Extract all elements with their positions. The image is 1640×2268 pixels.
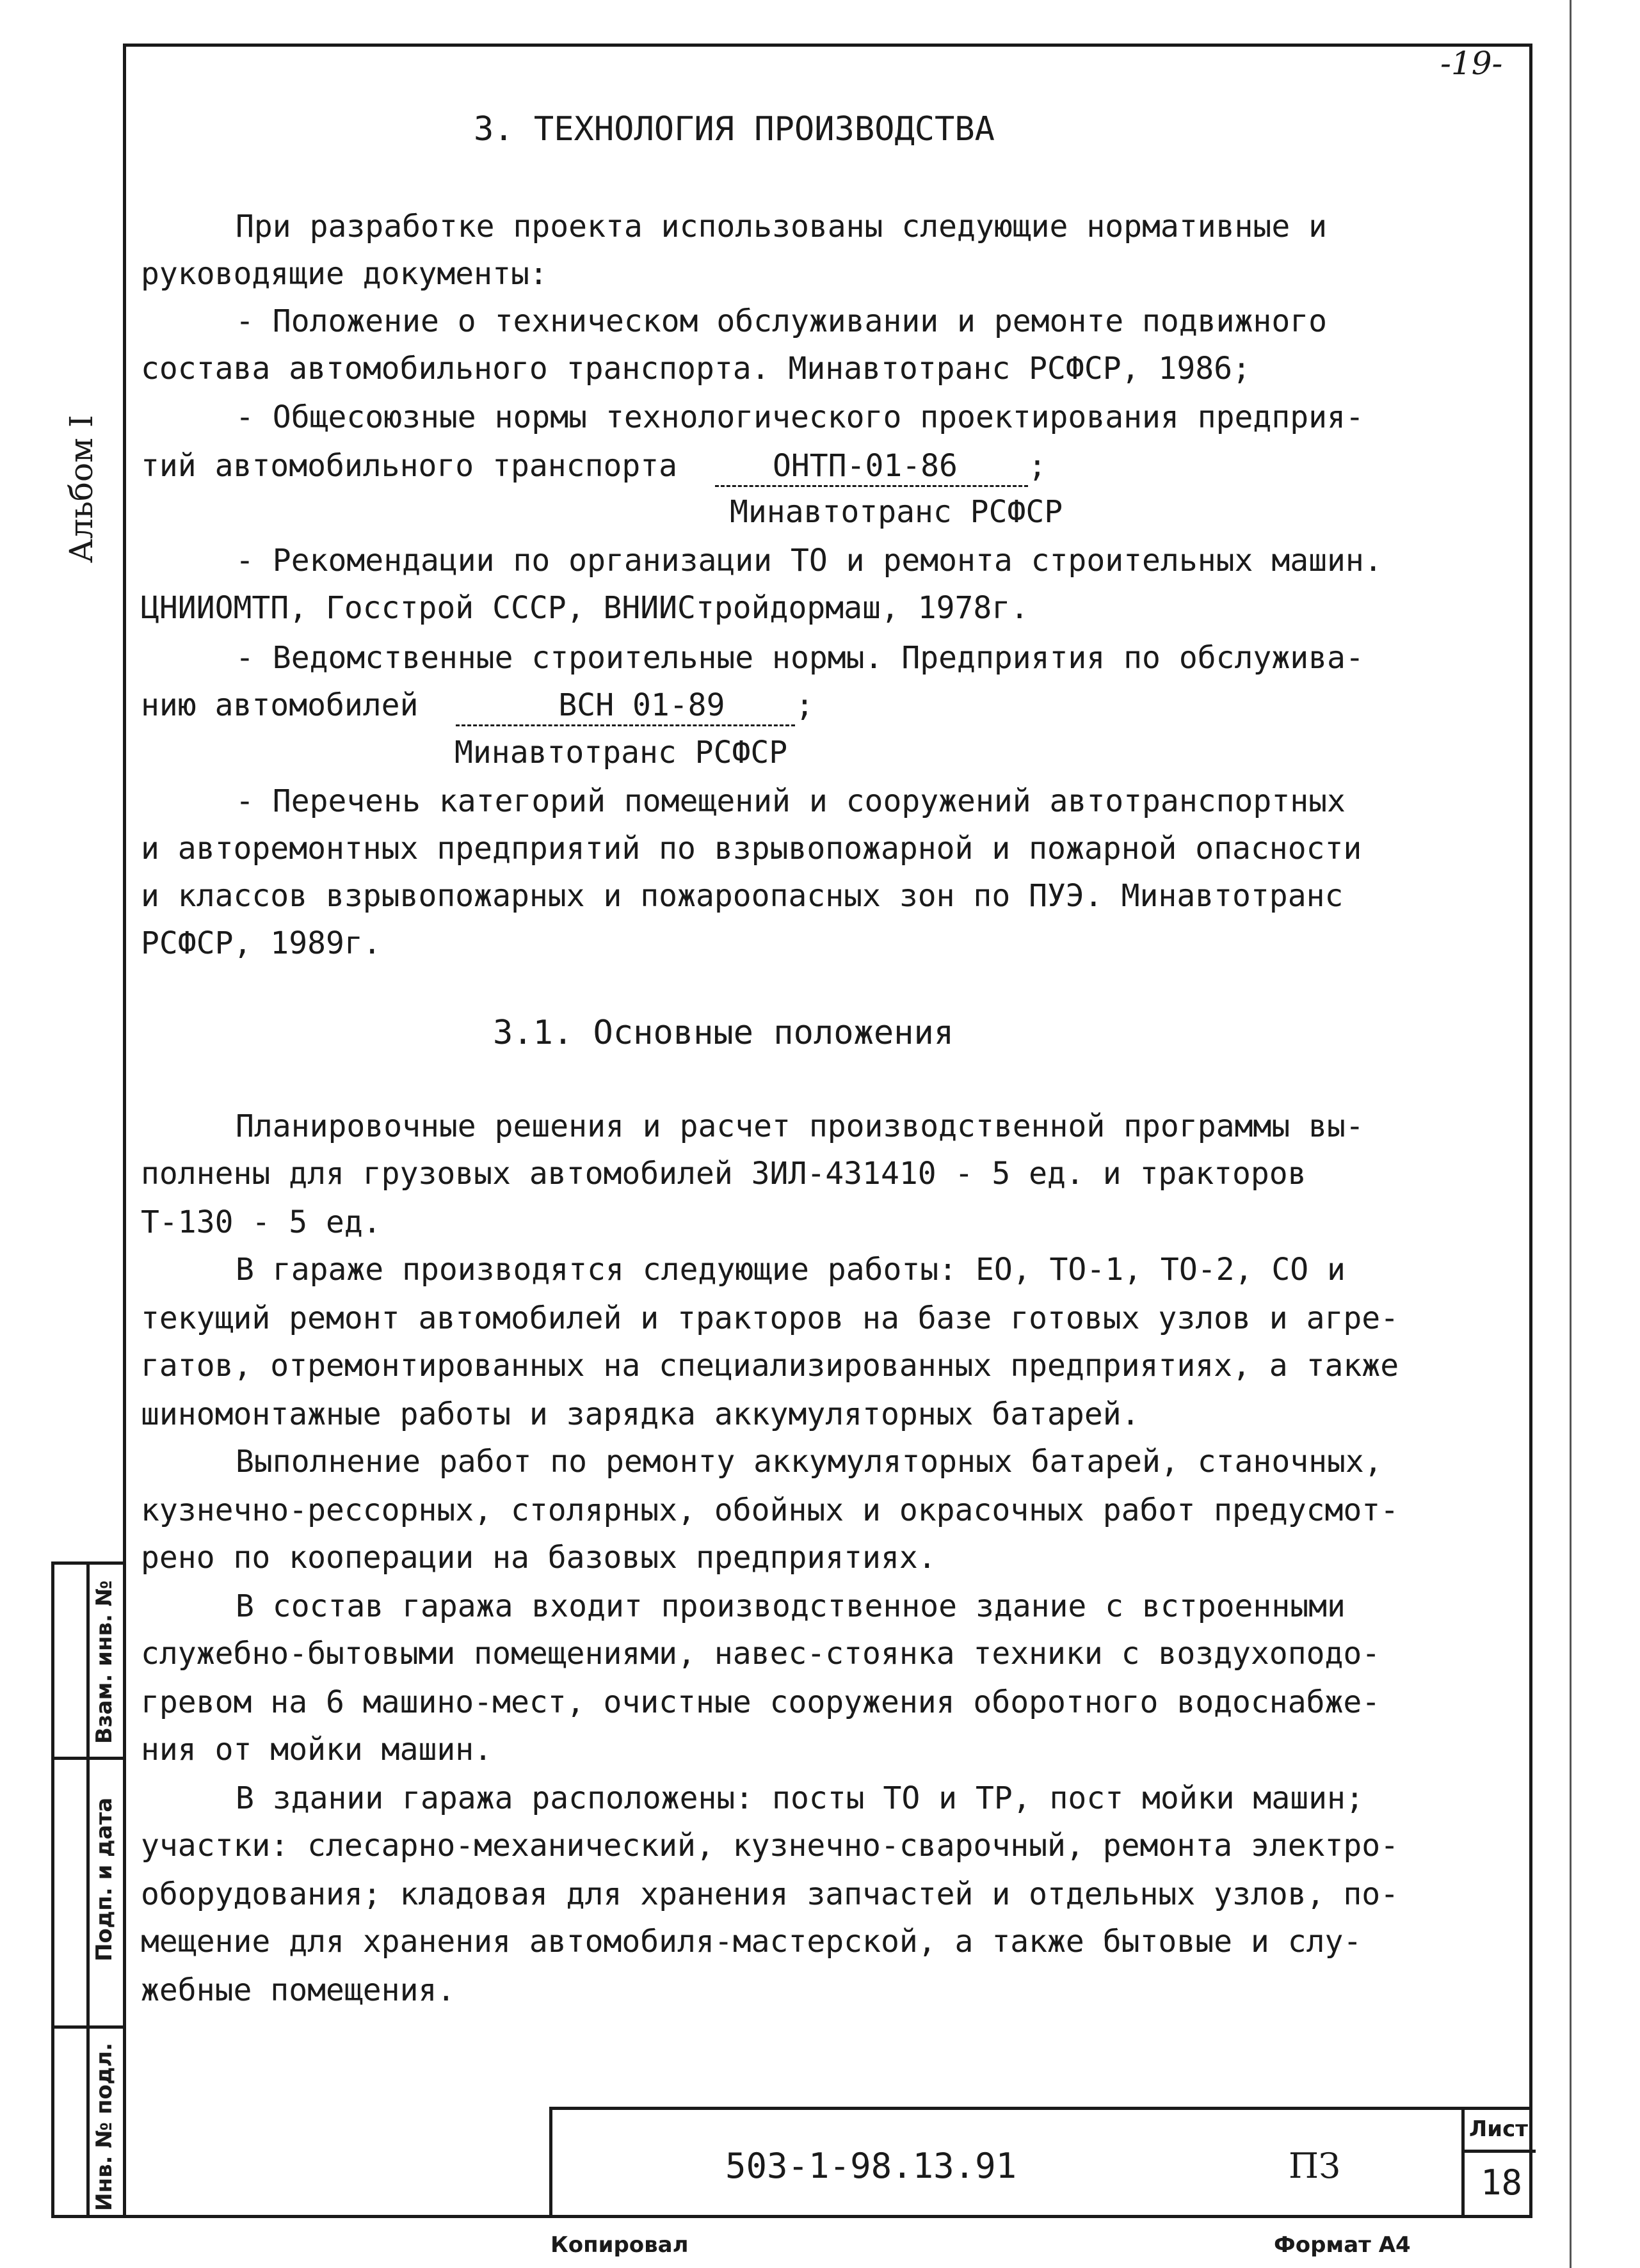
side-stamp-rule-1	[54, 1757, 123, 1760]
doc4-semicolon: ;	[795, 687, 814, 723]
doc3-line-1: - Рекомендации по организации ТО и ремонта строительных машин.	[236, 543, 1383, 579]
para3-line-1: Выполнение работ по ремонту аккумуляторных батарей, станочных,	[236, 1444, 1383, 1480]
para2-line-3: гатов, отремонтированных на специализированных предприятиях, а также	[141, 1348, 1399, 1384]
inv-orig-label: Инв. № подл.	[92, 2042, 117, 2211]
doc4-line-1: - Ведомственные строительные нормы. Предприятия по обслужива-	[236, 640, 1364, 676]
doc-type: ПЗ	[1289, 2146, 1340, 2186]
doc3-line-2: ЦНИИОМТП, Госстрой СССР, ВНИИСтройдормаш, 1978г.	[141, 590, 1029, 626]
doc2-semicolon: ;	[1027, 448, 1047, 484]
para4-line-2: служебно-бытовыми помещениями, навес-стоянка техники с воздухоподо-	[141, 1636, 1381, 1672]
title-block	[549, 2107, 1532, 2218]
sheet-number: 18	[1481, 2162, 1523, 2203]
para5-line-1: В здании гаража расположены: посты ТО и ТР, пост мойки машин;	[236, 1780, 1364, 1816]
doc5-line-4: РСФСР, 1989г.	[141, 925, 382, 961]
para4-line-3: гревом на 6 машино-мест, очистные сооружения оборотного водоснабже-	[141, 1684, 1381, 1720]
side-stamp	[51, 1561, 123, 2218]
side-stamp-divider	[86, 1565, 90, 2215]
doc5-line-2: и авторемонтных предприятий по взрывопожарной и пожарной опасности	[141, 831, 1362, 866]
album-label: Альбом I	[63, 415, 100, 563]
para1-line-3: Т-130 - 5 ед.	[141, 1204, 382, 1240]
doc2-line-1: - Общесоюзные нормы технологического проектирования предприя-	[236, 399, 1364, 435]
scan-edge-line	[1570, 0, 1572, 2268]
title-block-sheet-col	[1461, 2110, 1465, 2218]
doc1-line-1: - Положение о техническом обслуживании и ремонте подвижного	[236, 303, 1328, 339]
format-label: Формат А4	[1274, 2232, 1411, 2258]
para5-line-3: оборудования; кладовая для хранения запчастей и отдельных узлов, по-	[141, 1876, 1399, 1912]
swap-inv-label: Взам. инв. №	[92, 1580, 117, 1744]
doc2-code: ОНТП-01-86	[715, 447, 1028, 487]
para5-line-4: мещение для хранения автомобиля-мастерской, а также бытовые и слу-	[141, 1924, 1362, 1960]
para1-line-2: полнены для грузовых автомобилей ЗИЛ-431410 - 5 ед. и тракторов	[141, 1156, 1306, 1192]
para2-line-1: В гараже производятся следующие работы: ЕО, ТО-1, ТО-2, СО и	[236, 1252, 1346, 1288]
para5-line-5: жебные помещения.	[141, 1972, 456, 2008]
doc1-line-2: состава автомобильного транспорта. Минавтотранс РСФСР, 1986;	[141, 351, 1251, 387]
doc5-line-3: и классов взрывопожарных и пожароопасных зон по ПУЭ. Минавтотранс	[141, 878, 1344, 914]
para2-line-2: текущий ремонт автомобилей и тракторов на базе готовых узлов и агре-	[141, 1300, 1399, 1336]
sheet-label: Лист	[1469, 2116, 1528, 2142]
intro-line-2: руководящие документы:	[141, 256, 548, 292]
para1-line-1: Планировочные решения и расчет производственной программы вы-	[236, 1108, 1364, 1144]
section-title: 3. ТЕХНОЛОГИЯ ПРОИЗВОДСТВА	[474, 110, 995, 148]
doc4-text: нию автомобилей	[141, 687, 419, 723]
doc2-text: тий автомобильного транспорта	[141, 448, 678, 484]
copied-label: Копировал	[551, 2232, 689, 2258]
intro-line-1: При разработке проекта использованы следующие нормативные и	[236, 209, 1328, 244]
para4-line-4: ния от мойки машин.	[141, 1732, 493, 1768]
side-stamp-rule-2	[54, 2025, 123, 2029]
handwritten-page-number: -19-	[1440, 45, 1503, 82]
doc4-code: ВСН 01-89	[456, 686, 795, 726]
sign-date-label: Подп. и дата	[92, 1797, 117, 1961]
doc-code: 503-1-98.13.91	[725, 2146, 1017, 2186]
para3-line-2: кузнечно-рессорных, столярных, обойных и окрасочных работ предусмот-	[141, 1492, 1399, 1528]
para5-line-2: участки: слесарно-механический, кузнечно-сварочный, ремонта электро-	[141, 1828, 1399, 1864]
doc2-issuer: Минавтотранс РСФСР	[730, 494, 1063, 530]
title-block-sheet-rule	[1461, 2150, 1536, 2153]
para2-line-4: шиномонтажные работы и зарядка аккумуляторных батарей.	[141, 1396, 1140, 1432]
doc5-line-1: - Перечень категорий помещений и сооружений автотранспортных	[236, 783, 1346, 819]
doc4-line-2	[141, 686, 814, 726]
para3-line-3: рено по кооперации на базовых предприятиях.	[141, 1540, 937, 1576]
para4-line-1: В состав гаража входит производственное здание с встроенными	[236, 1588, 1346, 1624]
doc2-line-2	[141, 447, 1047, 487]
subsection-title: 3.1. Основные положения	[493, 1014, 954, 1052]
doc4-issuer: Минавтотранс РСФСР	[454, 735, 788, 771]
